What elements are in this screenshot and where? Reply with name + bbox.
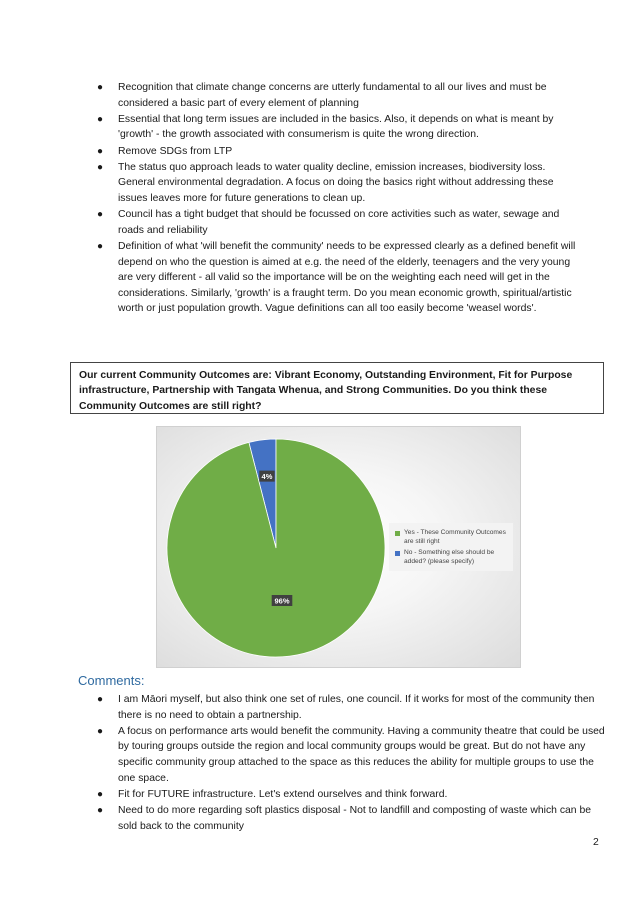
question-box	[70, 362, 604, 414]
legend-item-yes: Yes - These Community Outcomes are still right	[395, 529, 514, 546]
bullet-icon: ●	[97, 113, 104, 125]
chart-legend	[389, 523, 513, 571]
svg-text:96%: 96%	[274, 596, 290, 606]
bullet-icon: ●	[97, 694, 104, 705]
bullet-icon: ●	[97, 145, 104, 157]
bullet-icon: ●	[97, 82, 104, 93]
list-item: ● Recognition that climate change concerns are utterly fundamental to all our lives and must be considered a basic part of every element of planning	[97, 82, 547, 109]
legend-swatch-yes	[395, 531, 400, 536]
comments-bullet-list	[92, 692, 612, 835]
legend-swatch-no	[395, 551, 400, 556]
bullet-icon: ●	[97, 240, 104, 252]
bullet-icon: ●	[97, 788, 104, 800]
list-item: ● Fit for FUTURE infrastructure. Let's extend ourselves and think forward.	[92, 787, 612, 803]
question-text: Our current Community Outcomes are: Vibrant Economy, Outstanding Environment, Fit for Purpose infrastructure, Partnership with Tangata Whenua, and Strong Communities. Do you think these Community Outcomes are still right?	[79, 370, 573, 412]
list-item: ● Council has a tight budget that should be focussed on core activities such as water, sewage and roads and reliability	[97, 209, 560, 236]
page-number: 2	[593, 837, 599, 848]
data-label-yes	[272, 595, 293, 606]
svg-text:4%: 4%	[261, 472, 273, 482]
list-item: ● The status quo approach leads to water quality decline, emission increases, biodiversity loss. General environmental degradation. A focus on doing the basics right without addressing these issues leaves more for future generations to clean up.	[97, 161, 554, 204]
list-item: ● A focus on performance arts would benefit the community. Having a community theatre that could be used by touring groups outside the region and local community groups would be great. But do not have any specific community group attached to the space as this reduces the ability for multiple groups to use the one space.	[97, 725, 605, 784]
pie-chart	[156, 426, 521, 668]
bullet-icon: ●	[97, 161, 104, 173]
list-item: ● Essential that long term issues are included in the basics. Also, it depends on what is meant by 'growth' - the growth associated with consumerism is quite the wrong direction.	[97, 113, 554, 141]
pie-slice-yes	[167, 439, 385, 657]
data-label-no	[259, 471, 274, 482]
list-item: ● Definition of what 'will benefit the community' needs to be expressed clearly as a defined benefit will depend on who the question is aimed at e.g. the need of the elderly, teenagers and the very young are very different - all valid so the importance will be on the weighting each need will get in the considerations. Similarly, 'growth' is a fraught term. Do you mean economic growth, spiritual/artistic worth or just population growth. Vague definitions can all too easily become 'weasel words'.	[97, 240, 576, 315]
legend-item-no: No - Something else should be added? (please specify)	[395, 549, 514, 566]
bullet-icon: ●	[97, 209, 104, 221]
list-item: ● Remove SDGs from LTP	[92, 144, 582, 160]
list-item: ● I am Māori myself, but also think one set of rules, one council. If it works for most of the community then there is no need to obtain a partnership.	[97, 694, 595, 721]
top-bullet-list	[92, 80, 582, 317]
list-item: ● Need to do more regarding soft plastics disposal - Not to landfill and composting of waste which can be sold back to the community	[97, 804, 592, 832]
bullet-icon: ●	[97, 804, 104, 816]
bullet-icon: ●	[97, 725, 104, 737]
comments-heading: Comments:	[78, 673, 145, 688]
